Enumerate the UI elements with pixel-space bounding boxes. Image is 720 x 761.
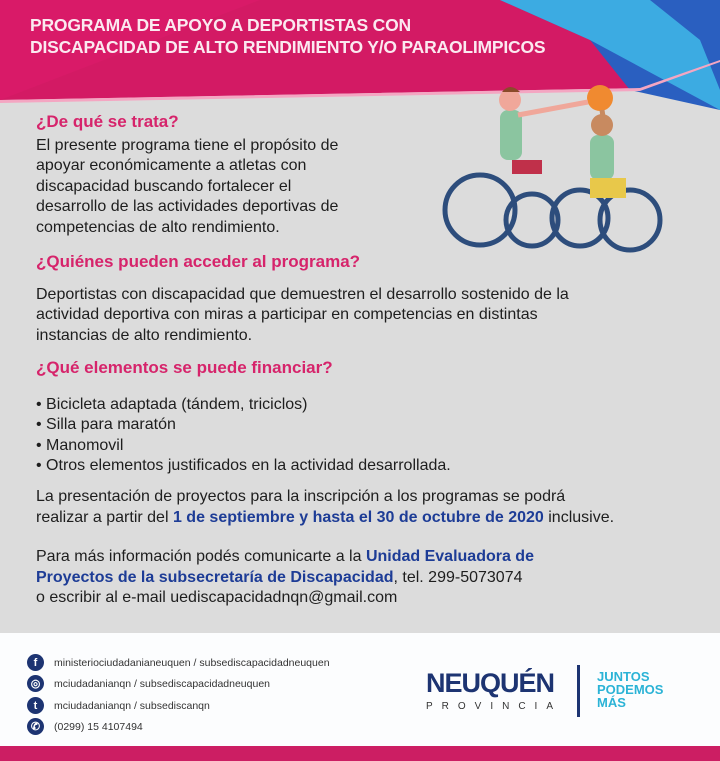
social-text: (0299) 15 4107494 <box>54 720 143 733</box>
logo-sub: PROVINCIA <box>426 701 563 712</box>
bottom-strip <box>0 746 720 761</box>
date-range: 1 de septiembre y hasta el 30 de octubre de 2020 <box>172 508 544 526</box>
twitter-icon: t <box>27 697 44 714</box>
text-line: Deportistas con discapacidad que demuestren el desarrollo sostenido de la <box>36 285 569 303</box>
unit-name: Unidad Evaluadora de <box>365 548 534 565</box>
text: realizar a partir del <box>36 508 173 526</box>
unit-name: Proyectos de la subsecretaría de Discapacidad <box>36 568 394 586</box>
social-text: ministeriociudadanianeuquen / subsediscapacidadneuquen <box>54 656 330 669</box>
text-line <box>36 547 534 568</box>
slogan-line: PODEMOS <box>597 682 664 697</box>
list-item: • Otros elementos justificados en la actividad desarrollada. <box>36 457 451 474</box>
neuquen-logo <box>426 668 562 712</box>
text-line: actividad deportiva con miras a participar en competencias en distintas <box>36 306 538 323</box>
whatsapp-link[interactable] <box>27 718 143 735</box>
section-heading: ¿De qué se trata? <box>36 112 179 131</box>
slogan-line: MÁS <box>597 695 626 710</box>
facebook-icon: f <box>27 654 44 671</box>
instagram-link[interactable] <box>27 675 270 692</box>
slogan <box>597 670 663 709</box>
text-line: La presentación de proyectos para la inscripción a los programas se podrá <box>36 488 566 505</box>
list-item: • Bicicleta adaptada (tándem, triciclos) <box>36 395 308 413</box>
social-text: mciudadanianqn / subsediscanqn <box>54 699 210 712</box>
section-dates <box>36 487 614 528</box>
text-line: desarrollo de las actividades deportivas de <box>36 198 339 215</box>
slogan-line: JUNTOS <box>597 669 650 684</box>
text-line <box>36 568 534 589</box>
section-eligibility <box>36 252 569 346</box>
text: inclusive. <box>543 508 615 526</box>
email-line: o escribir al e-mail uediscapacidadnqn@gmail.com <box>36 589 398 606</box>
section-heading: ¿Qué elementos se puede financiar? <box>36 358 333 377</box>
instagram-icon: ◎ <box>27 675 44 692</box>
text: Para más información podés comunicarte a la <box>36 548 366 565</box>
section-heading: ¿Quiénes pueden acceder al programa? <box>36 252 361 271</box>
section-financing <box>36 358 451 477</box>
social-text: mciudadanianqn / subsediscapacidadneuquen <box>54 677 270 690</box>
section-contact <box>36 547 534 609</box>
twitter-link[interactable] <box>27 697 210 714</box>
divider <box>577 665 580 717</box>
list-item: • Silla para maratón <box>36 416 176 433</box>
title-line: DISCAPACIDAD DE ALTO RENDIMIENTO Y/O PARAOLIMPICOS <box>30 37 546 57</box>
facebook-link[interactable] <box>27 654 330 671</box>
text-line: instancias de alto rendimiento. <box>36 326 253 344</box>
text-line: El presente programa tiene el propósito de <box>36 136 339 154</box>
title-line: PROGRAMA DE APOYO A DEPORTISTAS CON <box>30 15 411 35</box>
phone: , tel. 299-5073074 <box>393 568 523 586</box>
text-line: competencias de alto rendimiento. <box>36 218 280 236</box>
whatsapp-icon: ✆ <box>27 718 44 735</box>
logo-main: NEUQUÉN <box>426 668 555 698</box>
list-item: • Manomovil <box>36 436 124 454</box>
text-line: discapacidad buscando fortalecer el <box>36 177 292 195</box>
text-line: apoyar económicamente a atletas con <box>36 157 307 174</box>
page-title <box>30 14 545 58</box>
text-line <box>36 508 614 529</box>
wheelchair-basketball-illustration <box>440 80 670 265</box>
section-about <box>36 112 338 238</box>
